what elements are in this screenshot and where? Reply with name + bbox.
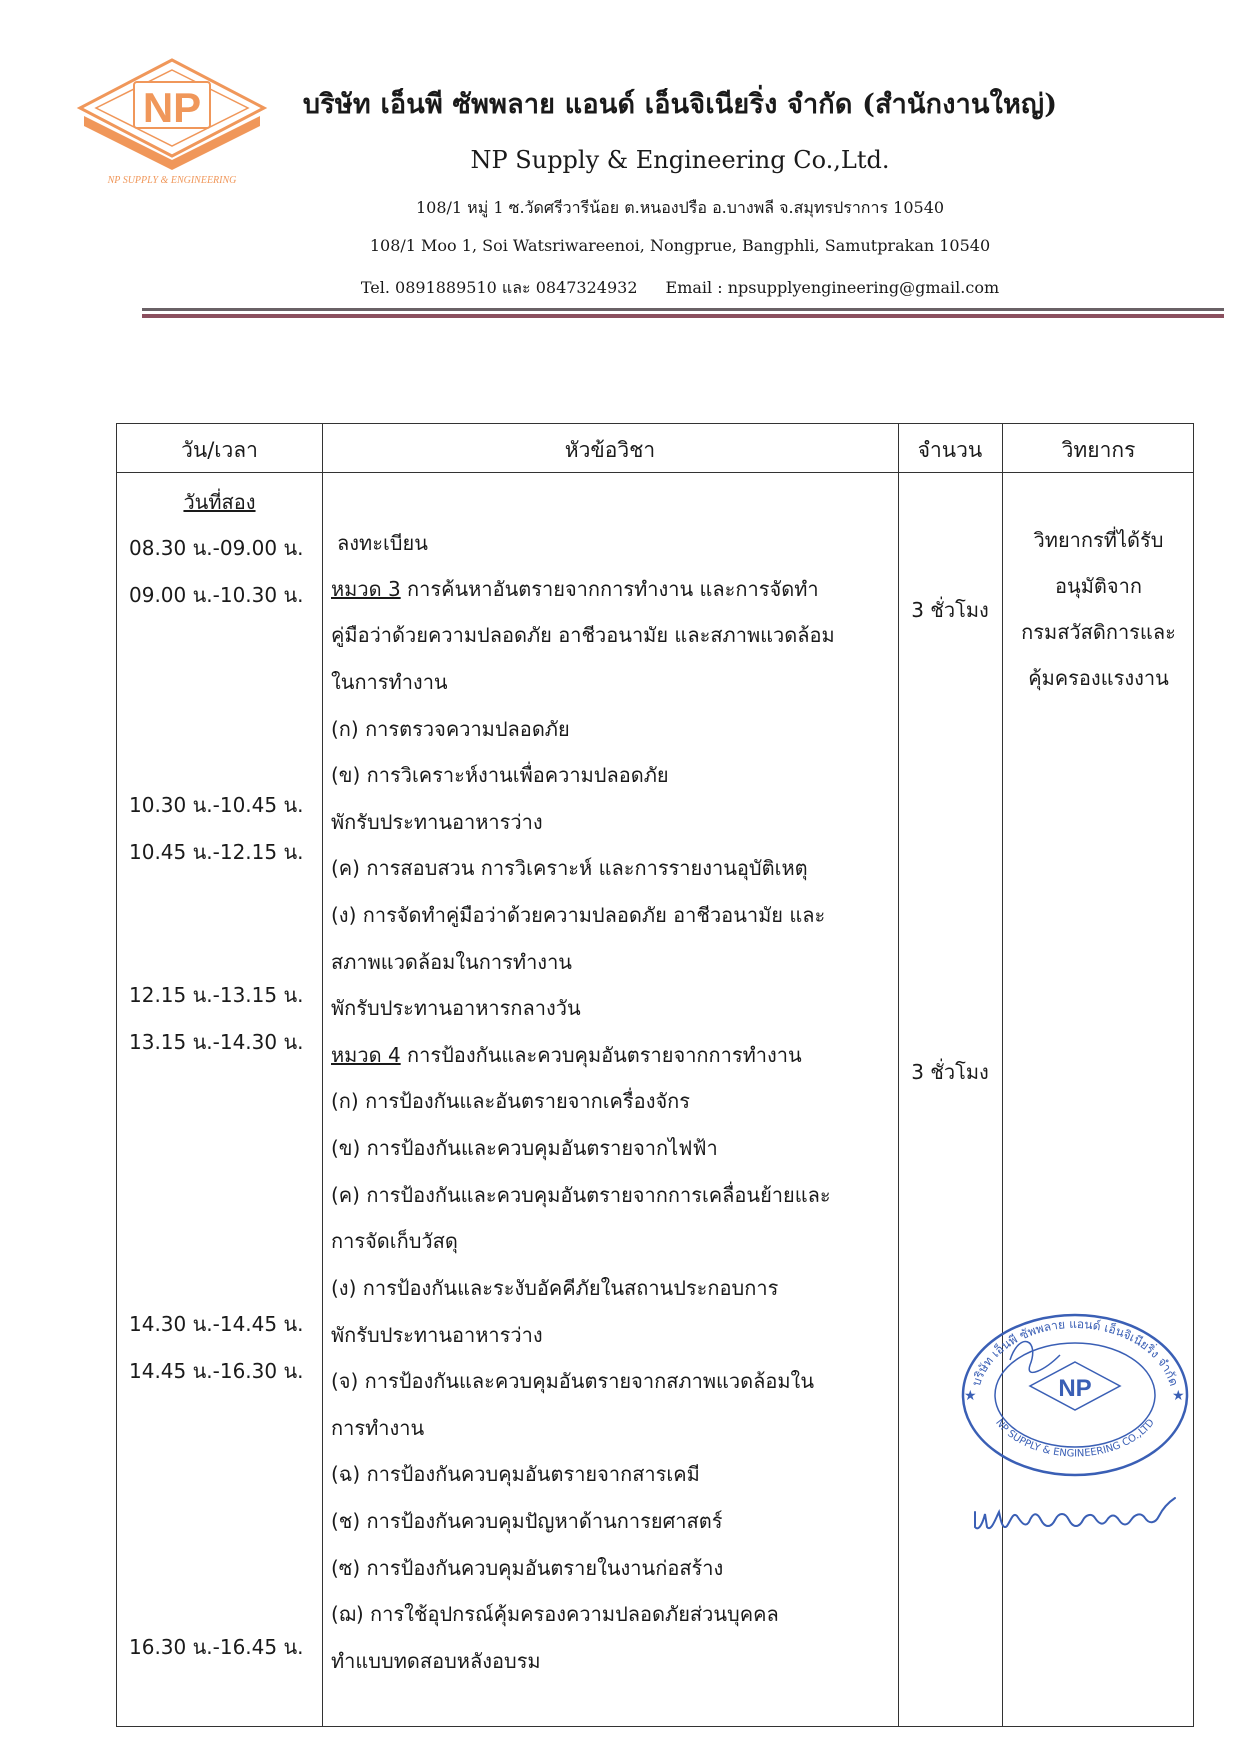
time-slot: 08.30 น.-09.00 น. bbox=[129, 536, 304, 560]
topic-line: (ก) การป้องกันและอันตรายจากเครื่องจักร bbox=[331, 1089, 691, 1113]
topic-line: หมวด 3 การค้นหาอันตรายจากการทำงาน และการจัดทำ bbox=[331, 577, 819, 601]
topic-line: (ข) การป้องกันและควบคุมอันตรายจากไฟฟ้า bbox=[331, 1136, 718, 1160]
header-speaker: วิทยากร bbox=[1061, 438, 1136, 462]
svg-text:NP SUPPLY & ENGINEERING CO.,LT bbox=[993, 1417, 1157, 1459]
day-label: วันที่สอง bbox=[183, 490, 256, 514]
topic-line: (ง) การจัดทำคู่มือว่าด้วยความปลอดภัย อาชีวอนามัย และ bbox=[331, 903, 826, 927]
topic-line: พักรับประทานอาหารว่าง bbox=[331, 810, 543, 834]
header-rule-top bbox=[142, 308, 1224, 311]
email: Email : npsupplyengineering@gmail.com bbox=[665, 278, 1000, 297]
signature bbox=[965, 1482, 1185, 1542]
topic-line: พักรับประทานอาหารกลางวัน bbox=[331, 996, 581, 1020]
stamp-ring-text-bottom: NP SUPPLY & ENGINEERING CO.,LTD bbox=[993, 1417, 1157, 1460]
contact-line bbox=[300, 276, 1060, 301]
header-divider bbox=[117, 472, 1193, 473]
time-slot: 14.30 น.-14.45 น. bbox=[129, 1312, 304, 1336]
topic-line: ในการทำงาน bbox=[331, 670, 448, 694]
company-logo bbox=[72, 56, 272, 186]
section-label: หมวด 3 bbox=[331, 577, 401, 601]
company-name-english: NP Supply & Engineering Co.,Ltd. bbox=[470, 146, 890, 174]
company-name-thai: บริษัท เอ็นพี ซัพพลาย แอนด์ เอ็นจิเนียริ่ง จำกัด (สำนักงานใหญ่) bbox=[302, 89, 1058, 120]
speaker-line: วิทยากรที่ได้รับ bbox=[1033, 528, 1164, 552]
company-stamp bbox=[950, 1300, 1200, 1480]
topic-line: (ซ) การป้องกันควบคุมอันตรายในงานก่อสร้าง bbox=[331, 1556, 724, 1580]
topic-line: (ฉ) การป้องกันควบคุมอันตรายจากสารเคมี bbox=[331, 1462, 700, 1486]
logo-text: NP bbox=[142, 84, 202, 131]
logo-ring-text: NP SUPPLY & ENGINEERING bbox=[107, 175, 237, 186]
svg-text:★: ★ bbox=[964, 1388, 977, 1404]
topic-line: (ฌ) การใช้อุปกรณ์คุ้มครองความปลอดภัยส่วนบุคคล bbox=[331, 1602, 779, 1626]
header-datetime: วัน/เวลา bbox=[181, 438, 258, 462]
time-slot: 12.15 น.-13.15 น. bbox=[129, 983, 304, 1007]
header-rule-bottom bbox=[142, 314, 1224, 318]
topic-line: การจัดเก็บวัสดุ bbox=[331, 1229, 458, 1253]
topic-line: (จ) การป้องกันและควบคุมอันตรายจากสภาพแวดล้อมใน bbox=[331, 1369, 814, 1393]
address-thai: 108/1 หมู่ 1 ซ.วัดศรีวารีน้อย ต.หนองปรือ อ.บางพลี จ.สมุทรปราการ 10540 bbox=[415, 198, 945, 217]
topic-line: คู่มือว่าด้วยความปลอดภัย อาชีวอนามัย และสภาพแวดล้อม bbox=[331, 623, 835, 647]
svg-text:★: ★ bbox=[1172, 1388, 1185, 1404]
topic-line: ทำแบบทดสอบหลังอบรม bbox=[331, 1649, 541, 1673]
topic-line: พักรับประทานอาหารว่าง bbox=[331, 1323, 543, 1347]
topic-line: การทำงาน bbox=[331, 1416, 425, 1440]
topic-line: (ง) การป้องกันและระงับอัคคีภัยในสถานประกอบการ bbox=[331, 1276, 779, 1300]
speaker-line: อนุมัติจาก bbox=[1055, 574, 1142, 598]
topic-line: (ข) การวิเคราะห์งานเพื่อความปลอดภัย bbox=[331, 763, 669, 787]
topic-line: ลงทะเบียน bbox=[337, 531, 428, 555]
topic-line: (ค) การป้องกันและควบคุมอันตรายจากการเคลื่อนย้ายและ bbox=[331, 1183, 831, 1207]
topic-line: (ค) การสอบสวน การวิเคราะห์ และการรายงานอุบัติเหตุ bbox=[331, 856, 808, 880]
header-topic: หัวข้อวิชา bbox=[564, 438, 656, 462]
speaker-line: กรมสวัสดิการและ bbox=[1021, 620, 1176, 644]
stamp-center-text: NP bbox=[1058, 1375, 1092, 1402]
header-duration: จำนวน bbox=[917, 438, 983, 462]
topic-line: สภาพแวดล้อมในการทำงาน bbox=[331, 950, 572, 974]
section-label: หมวด 4 bbox=[331, 1043, 401, 1067]
speaker-line: คุ้มครองแรงงาน bbox=[1028, 666, 1169, 690]
address-english: 108/1 Moo 1, Soi Watsriwareenoi, Nongprue, Bangphli, Samutprakan 10540 bbox=[369, 236, 991, 255]
duration: 3 ชั่วโมง bbox=[911, 598, 989, 622]
time-slot: 09.00 น.-10.30 น. bbox=[129, 583, 304, 607]
time-slot: 10.45 น.-12.15 น. bbox=[129, 840, 304, 864]
telephone: Tel. 0891889510 และ 0847324932 bbox=[360, 278, 638, 297]
time-slot: 16.30 น.-16.45 น. bbox=[129, 1635, 304, 1659]
duration: 3 ชั่วโมง bbox=[911, 1060, 989, 1084]
time-slot: 10.30 น.-10.45 น. bbox=[129, 793, 304, 817]
col-divider bbox=[322, 424, 323, 1726]
topic-line: (ก) การตรวจความปลอดภัย bbox=[331, 717, 570, 741]
stamp-ring-text: บริษัท เอ็นพี ซัพพลาย แอนด์ เอ็นจิเนียริ่ง จำกัด bbox=[969, 1316, 1181, 1388]
time-slot: 14.45 น.-16.30 น. bbox=[129, 1359, 304, 1383]
topic-line: (ช) การป้องกันควบคุมปัญหาด้านการยศาสตร์ bbox=[331, 1509, 723, 1533]
time-slot: 13.15 น.-14.30 น. bbox=[129, 1030, 304, 1054]
topic-line: หมวด 4 การป้องกันและควบคุมอันตรายจากการทำงาน bbox=[331, 1043, 802, 1067]
